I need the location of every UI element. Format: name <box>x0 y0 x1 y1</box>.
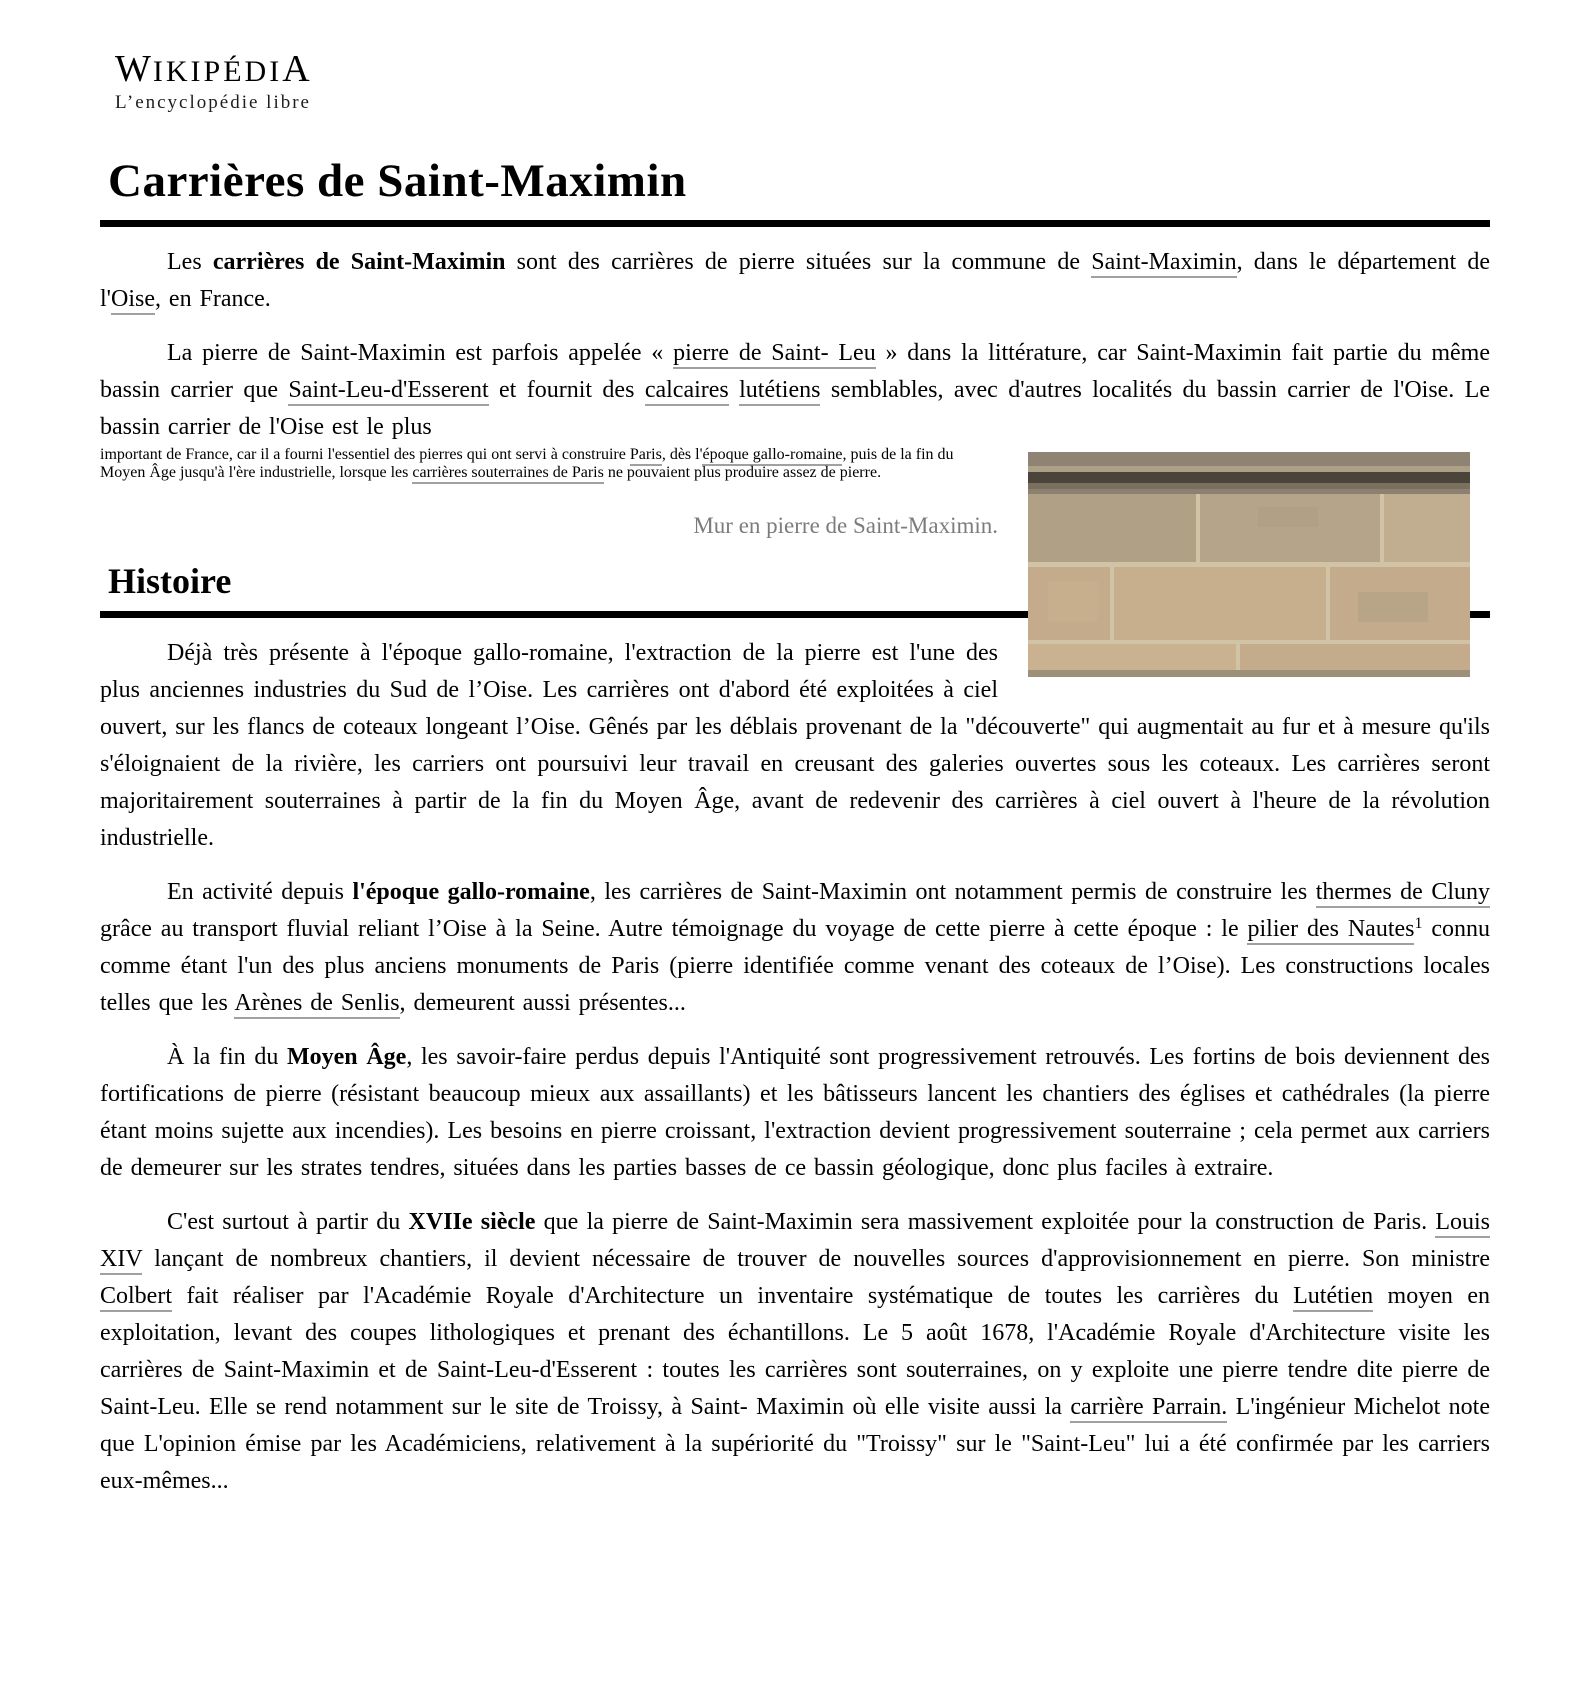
article-link[interactable]: lutétiens <box>739 377 820 406</box>
text-run: lançant de nombreux chantiers, il devient nécessaire de trouver de nouvelles sources d'approvisionnement en pierre. Son ministre <box>142 1246 1490 1272</box>
wordmark-first-letter: W <box>115 48 153 90</box>
section-heading-histoire: Histoire <box>100 560 1490 618</box>
text-run <box>729 377 739 403</box>
text-run: C'est surtout à partir du <box>167 1209 409 1235</box>
text-run: L'ingénieur Michelot note que L'opinion émise par les Académiciens, relativement à la supériorité du "Troissy" sur le "Saint-Leu" lui a été confirmée par les carriers eux-mêmes... <box>100 1394 1490 1494</box>
intro-paragraph-2 <box>100 335 1490 446</box>
bold-text: XVIIe siècle <box>408 1209 536 1235</box>
rich-text <box>100 249 1490 315</box>
wordmark-middle-letters: IKIPÉDI <box>152 55 283 88</box>
intro-paragraph-1 <box>100 244 1490 318</box>
article-link[interactable]: pilier des Nautes <box>1247 916 1414 945</box>
text-run: , en France. <box>155 286 271 312</box>
bold-text: l'époque gallo-romaine <box>352 879 590 905</box>
rich-text <box>100 446 954 484</box>
article-link[interactable]: calcaires <box>645 377 729 406</box>
bold-text: carrières de Saint-Maximin <box>212 249 506 275</box>
text-run: , les carrières de Saint-Maximin ont notamment permis de construire les <box>589 879 1316 905</box>
text-run: moyen en exploitation, levant des coupes lithologiques et prenant des échantillons. Le 5 août 1678, l'Académie Royale d'Architecture visite les carrières de Saint-Maximin et de Saint-Leu-d'Esserent : toutes les carrières sont souterraines, on y exploite une pierre tendre dite pierre de Saint-Leu. Elle se rend notamment sur le site de Troissy, à Saint- Maximin où elle visite aussi la <box>100 1283 1490 1420</box>
article-link[interactable]: carrières souterraines de Paris <box>412 464 603 484</box>
article-link[interactable]: époque gallo-romaine <box>702 446 842 466</box>
bold-text: Moyen Âge <box>287 1044 407 1070</box>
rich-text <box>100 879 1490 1016</box>
article-link[interactable]: Arènes de Senlis <box>234 990 399 1019</box>
histoire-paragraph-2 <box>100 874 1490 1022</box>
histoire-paragraph-4 <box>100 1204 1490 1500</box>
text-run: que la pierre de Saint-Maximin sera massivement exploitée pour la construction de Paris. <box>535 1209 1436 1235</box>
article-link[interactable]: carrière Parrain. <box>1070 1394 1227 1423</box>
article-link[interactable]: pierre de Saint- Leu <box>673 340 876 369</box>
rich-text <box>100 340 1490 440</box>
text-run: important de France, car il a fourni l'essentiel des pierres qui ont servi à construire <box>100 446 630 463</box>
text-run: , dès l' <box>661 446 703 463</box>
text-run: , puis de la fin du Moyen Âge jusqu'à l'ère industrielle, lorsque les <box>100 446 954 481</box>
article-link[interactable]: Colbert <box>100 1283 172 1312</box>
text-run: La pierre de Saint-Maximin est parfois appelée « <box>167 340 674 366</box>
text-run: fait réaliser par l'Académie Royale d'Architecture un inventaire systématique de toutes les carrières du <box>172 1283 1294 1309</box>
text-run: sont des carrières de pierre situées sur la commune de <box>505 249 1092 275</box>
rich-text <box>100 1209 1490 1494</box>
stone-wall-figure <box>1028 452 1470 677</box>
text-run: , demeurent aussi présentes... <box>399 990 686 1016</box>
text-run: , les savoir-faire perdus depuis l'Antiquité sont progressivement retrouvés. Les fortins de bois deviennent des fortifications de pierre (résistant beaucoup mieux aux assaillants) et les bâtisseurs lancent les chantiers des églises et cathédrales (la pierre étant moins sujette aux incendies). Les besoins en pierre croissant, l'extraction devient progressivement souterraine ; cela permet aux carriers de demeurer sur les strates tendres, situées dans les parties basses de ce bassin géologique, donc plus faciles à extraire. <box>100 1044 1490 1181</box>
article-link[interactable]: thermes de Cluny <box>1316 879 1490 908</box>
article-link[interactable]: Saint-Maximin <box>1091 249 1236 278</box>
text-run: connu comme étant l'un des plus anciens monuments de Paris (pierre identifiée comme venant des coteaux de l’Oise). Les constructions locales telles que les <box>100 916 1490 1016</box>
reference-superscript[interactable]: 1 <box>1414 915 1423 932</box>
rich-text <box>100 1044 1490 1181</box>
text-run: À la fin du <box>167 1044 287 1070</box>
article-link[interactable]: Louis XIV <box>100 1209 1490 1275</box>
text-run: ne pouvaient plus produire assez de pierre. <box>603 464 882 481</box>
wordmark-last-letter: A <box>282 48 312 90</box>
text-run: » dans la littérature, car Saint-Maximin fait partie du même bassin carrier que <box>100 340 1490 403</box>
stone-wall-image[interactable] <box>1028 452 1470 677</box>
text-run: et fournit des <box>488 377 645 403</box>
article-link[interactable]: Saint-Leu-d'Esserent <box>288 377 488 406</box>
wikipedia-logo <box>115 50 1490 114</box>
wikipedia-tagline: L’encyclopédie libre <box>115 92 311 113</box>
wikipedia-wordmark <box>115 50 1490 88</box>
text-run: Les <box>167 249 213 275</box>
article-link[interactable]: Lutétien <box>1293 1283 1373 1312</box>
image-caption: Mur en pierre de Saint-Maximin. <box>693 513 998 538</box>
text-run: , dans le département de l' <box>100 249 1490 312</box>
histoire-paragraph-3 <box>100 1039 1490 1187</box>
text-run: grâce au transport fluvial reliant l’Oise à la Seine. Autre témoignage du voyage de cette pierre à cette époque : le <box>100 916 1248 942</box>
article-link[interactable]: Paris <box>630 446 662 466</box>
article-link[interactable]: Oise <box>111 286 155 315</box>
text-run: semblables, avec d'autres localités du bassin carrier de l'Oise. Le bassin carrier de l'Oise est le plus <box>100 377 1490 440</box>
page-title: Carrières de Saint-Maximin <box>100 154 1490 227</box>
text-run: Déjà très présente à l'époque gallo-romaine, l'extraction de la pierre est l'une des plus anciennes industries du Sud de l’Oise. Les carrières ont d'abord été exploitées à ciel ouvert, sur les flancs de coteaux longeant l’Oise. Gênés par les déblais provenant de la "découverte" qui augmentait au fur et à mesure qu'ils s'éloignaient de la rivière, les carriers ont poursuivi leur travail en creusant des galeries ouvertes sous les coteaux. Les carrières seront majoritairement souterraines à partir de la fin du Moyen Âge, avant de redevenir des carrières à ciel ouvert à l'heure de la révolution industrielle. <box>100 640 1490 851</box>
text-run: En activité depuis <box>167 879 353 905</box>
